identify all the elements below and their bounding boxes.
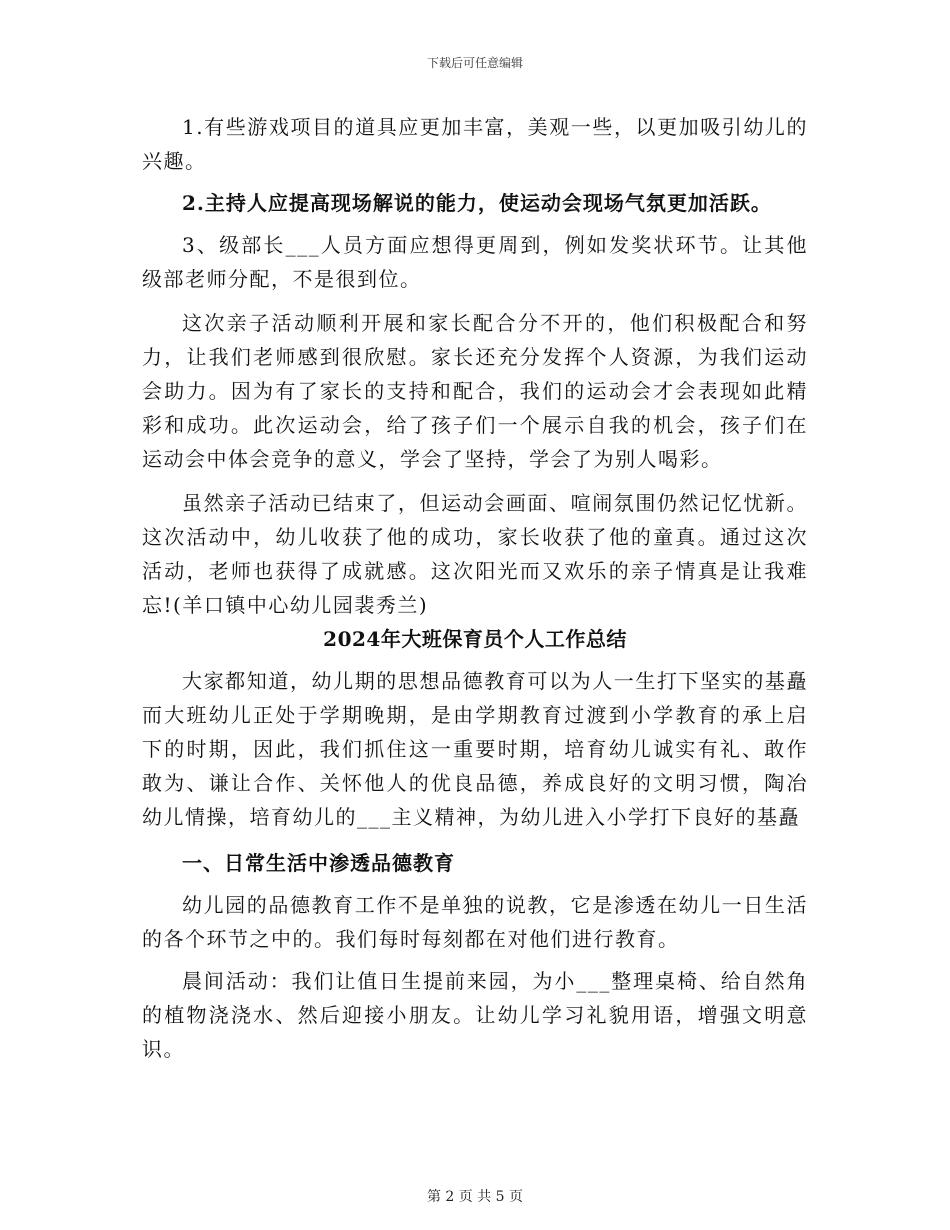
heading-daily-life-moral-education: 一、日常生活中渗透品德教育 [182,851,455,875]
paragraph-props-suggestion: 1.有些游戏项目的道具应更加丰富，美观一些，以更加吸引幼儿的兴趣。 [142,115,808,173]
page-footer: 第 2 页 共 5 页 [426,1189,524,1205]
paragraph-closing-remarks: 虽然亲子活动已结束了，但运动会画面、喧闹氛围仍然记忆忧新。这次活动中，幼儿收获了他的成功，家长收获了他的童真。通过这次活动，老师也获得了成就感。这次阳光而又欢乐的亲子情真是让我难忘!(羊口镇中心幼儿园裴秀兰) [142,491,808,617]
paragraph-moral-education: 幼儿园的品德教育工作不是单独的说教，它是渗透在幼儿一日生活的各个环节之中的。我们每时每刻都在对他们进行教育。 [142,893,808,951]
paragraph-staff-suggestion: 3、级部长___人员方面应想得更周到，例如发奖状环节。让其他级部老师分配，不是很到位。 [142,233,808,291]
section-title: 2024年大班保育员个人工作总结 [323,627,627,651]
page-header: 下载后可任意编辑 [426,56,523,70]
paragraph-morning-activity: 晨间活动：我们让值日生提前来园，为小___整理桌椅、给自然角的植物浇浇水、然后迎接小朋友。让幼儿学习礼貌用语，增强文明意识。 [142,969,808,1061]
document-body [142,110,808,1066]
paragraph-parent-cooperation: 这次亲子活动顺利开展和家长配合分不开的，他们积极配合和努力，让我们老师感到很欣慰。家长还充分发挥个人资源，为我们运动会助力。因为有了家长的支持和配合，我们的运动会才会表现如此精彩和成功。此次运动会，给了孩子们一个展示自我的机会，孩子们在运动会中体会竞争的意义，学会了坚持，学会了为别人喝彩。 [142,311,808,471]
paragraph-host-suggestion: 2.主持人应提高现场解说的能力，使运动会现场气氛更加活跃。 [182,191,772,215]
paragraph-intro: 大家都知道，幼儿期的思想品德教育可以为人一生打下坚实的基矗而大班幼儿正处于学期晚期，是由学期教育过渡到小学教育的承上启下的时期，因此，我们抓住这一重要时期，培育幼儿诚实有礼、敢作敢为、谦让合作、关怀他人的优良品德，养成良好的文明习惯，陶冶幼儿情操，培育幼儿的___主义精神，为幼儿进入小学打下良好的基矗 [142,669,808,829]
